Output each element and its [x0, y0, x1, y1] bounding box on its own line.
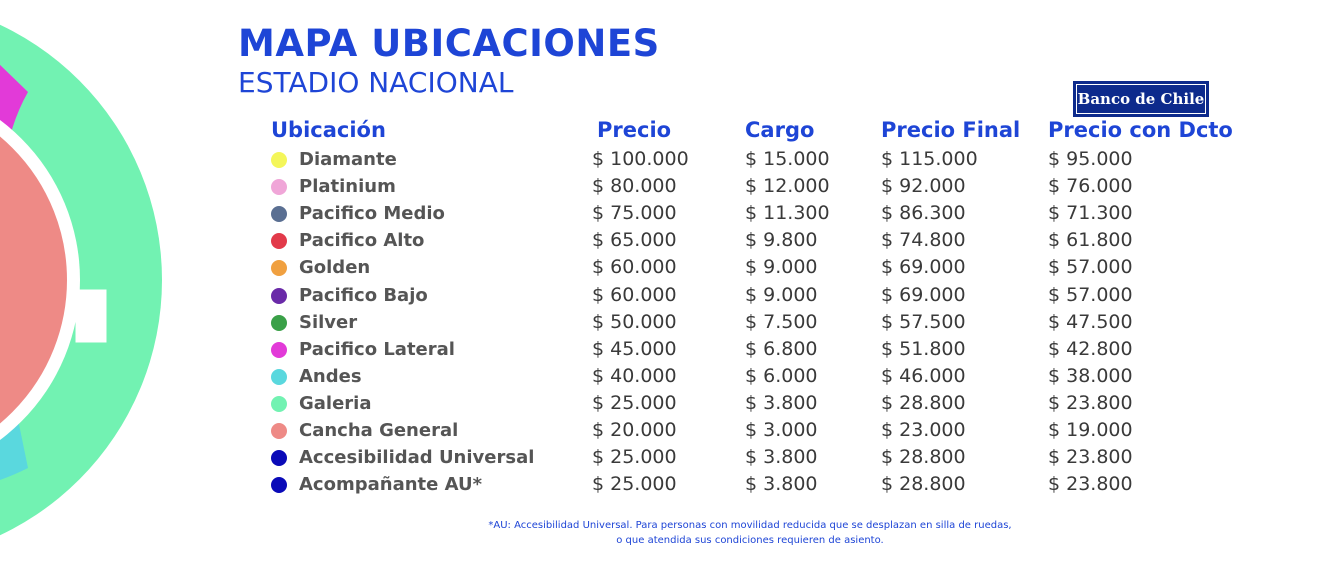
section-color-dot	[271, 179, 287, 195]
final-price-cell: $ 23.000	[881, 419, 966, 441]
section-name: Diamante	[299, 149, 397, 170]
price-cell: $ 80.000	[592, 175, 677, 198]
price-cell: $ 25.000	[592, 391, 677, 414]
charge-cell: $ 3.800	[745, 391, 818, 414]
section-color-dot	[271, 342, 287, 358]
section-color-dot	[271, 233, 287, 249]
section-color-dot	[271, 396, 287, 412]
table-row	[0, 174, 1344, 201]
section-name: Pacifico Alto	[299, 230, 425, 252]
section-name: Pacifico Lateral	[299, 338, 455, 360]
discount-price-cell: $ 42.800	[1048, 337, 1133, 360]
price-cell: $ 50.000	[592, 310, 677, 333]
table-row	[0, 310, 1344, 337]
section-name: Accesibilidad Universal	[299, 447, 535, 469]
price-cell: $ 25.000	[592, 446, 677, 469]
section-name: Acompañante AU*	[299, 474, 483, 496]
section-color-dot	[271, 450, 287, 466]
column-header-location: Ubicación	[271, 118, 386, 142]
charge-cell: $ 12.000	[745, 175, 830, 198]
discount-price-cell: $ 71.300	[1048, 202, 1133, 225]
charge-cell: $ 3.800	[745, 446, 818, 469]
price-cell: $ 65.000	[592, 229, 677, 252]
section-color-dot	[271, 288, 287, 304]
section-name: Galeria	[299, 392, 372, 414]
final-price-cell: $ 51.800	[881, 337, 966, 360]
price-cell: $ 100.000	[592, 148, 689, 170]
charge-cell: $ 7.500	[745, 310, 818, 333]
page-title: MAPA UBICACIONES	[238, 22, 660, 65]
table-row	[0, 364, 1344, 391]
section-name: Silver	[299, 311, 358, 333]
footnote-line-2: o que atendida sus condiciones requieren de asiento.	[616, 535, 884, 546]
price-cell: $ 75.000	[592, 202, 677, 225]
discount-price-cell: $ 57.000	[1048, 256, 1133, 279]
price-cell: $ 60.000	[592, 256, 677, 279]
price-cell: $ 20.000	[592, 419, 677, 441]
section-name: Golden	[299, 257, 371, 279]
charge-cell: $ 6.000	[745, 364, 818, 387]
discount-price-cell: $ 47.500	[1048, 310, 1133, 333]
footnote-line-1: *AU: Accesibilidad Universal. Para personas con movilidad reducida que se desplazan en silla de ruedas,	[488, 520, 1012, 531]
table-row	[0, 445, 1344, 472]
section-name: Pacifico Bajo	[299, 284, 428, 306]
final-price-cell: $ 115.000	[881, 148, 978, 170]
discount-price-cell: $ 61.800	[1048, 229, 1133, 252]
table-row	[0, 391, 1344, 418]
discount-price-cell: $ 38.000	[1048, 364, 1133, 387]
section-name: Cancha General	[299, 420, 459, 441]
final-price-cell: $ 74.800	[881, 229, 966, 252]
column-header-price: Precio	[597, 118, 672, 142]
table-row	[0, 201, 1344, 228]
charge-cell: $ 11.300	[745, 202, 830, 225]
final-price-cell: $ 92.000	[881, 175, 966, 198]
section-name: Pacifico Medio	[299, 203, 445, 225]
charge-cell: $ 15.000	[745, 148, 830, 170]
price-cell: $ 25.000	[592, 473, 677, 496]
discount-price-cell: $ 95.000	[1048, 148, 1133, 170]
charge-cell: $ 3.000	[745, 419, 818, 441]
section-color-dot	[271, 315, 287, 331]
section-name: Platinium	[299, 176, 396, 198]
table-row	[0, 337, 1344, 364]
banco-de-chile-logo: Banco de Chile	[1073, 81, 1209, 117]
charge-cell: $ 9.800	[745, 229, 818, 252]
final-price-cell: $ 69.000	[881, 256, 966, 279]
discount-price-cell: $ 23.800	[1048, 446, 1133, 469]
table-row	[0, 228, 1344, 255]
charge-cell: $ 3.800	[745, 473, 818, 496]
price-cell: $ 40.000	[592, 364, 677, 387]
section-color-dot	[271, 152, 287, 168]
discount-price-cell: $ 76.000	[1048, 175, 1133, 198]
final-price-cell: $ 28.800	[881, 391, 966, 414]
section-color-dot	[271, 423, 287, 439]
table-row	[0, 472, 1344, 499]
column-header-final-price: Precio Final	[881, 118, 1021, 142]
final-price-cell: $ 28.800	[881, 473, 966, 496]
column-header-charge: Cargo	[745, 118, 815, 142]
discount-price-cell: $ 23.800	[1048, 391, 1133, 414]
table-row	[0, 418, 1344, 445]
final-price-cell: $ 86.300	[881, 202, 966, 225]
table-row	[0, 147, 1344, 174]
discount-price-cell: $ 23.800	[1048, 473, 1133, 496]
charge-cell: $ 6.800	[745, 337, 818, 360]
table-row	[0, 255, 1344, 282]
section-color-dot	[271, 206, 287, 222]
table-row	[0, 283, 1344, 310]
discount-price-cell: $ 57.000	[1048, 283, 1133, 306]
page-subtitle: ESTADIO NACIONAL	[238, 66, 514, 99]
section-color-dot	[271, 369, 287, 385]
final-price-cell: $ 28.800	[881, 446, 966, 469]
final-price-cell: $ 69.000	[881, 283, 966, 306]
price-cell: $ 45.000	[592, 337, 677, 360]
discount-price-cell: $ 19.000	[1048, 419, 1133, 441]
final-price-cell: $ 57.500	[881, 310, 966, 333]
column-header-discount-price: Precio con Dcto	[1048, 118, 1233, 142]
footnote	[420, 518, 1080, 548]
section-color-dot	[271, 477, 287, 493]
charge-cell: $ 9.000	[745, 256, 818, 279]
price-cell: $ 60.000	[592, 283, 677, 306]
final-price-cell: $ 46.000	[881, 364, 966, 387]
charge-cell: $ 9.000	[745, 283, 818, 306]
section-name: Andes	[299, 365, 362, 387]
section-color-dot	[271, 260, 287, 276]
